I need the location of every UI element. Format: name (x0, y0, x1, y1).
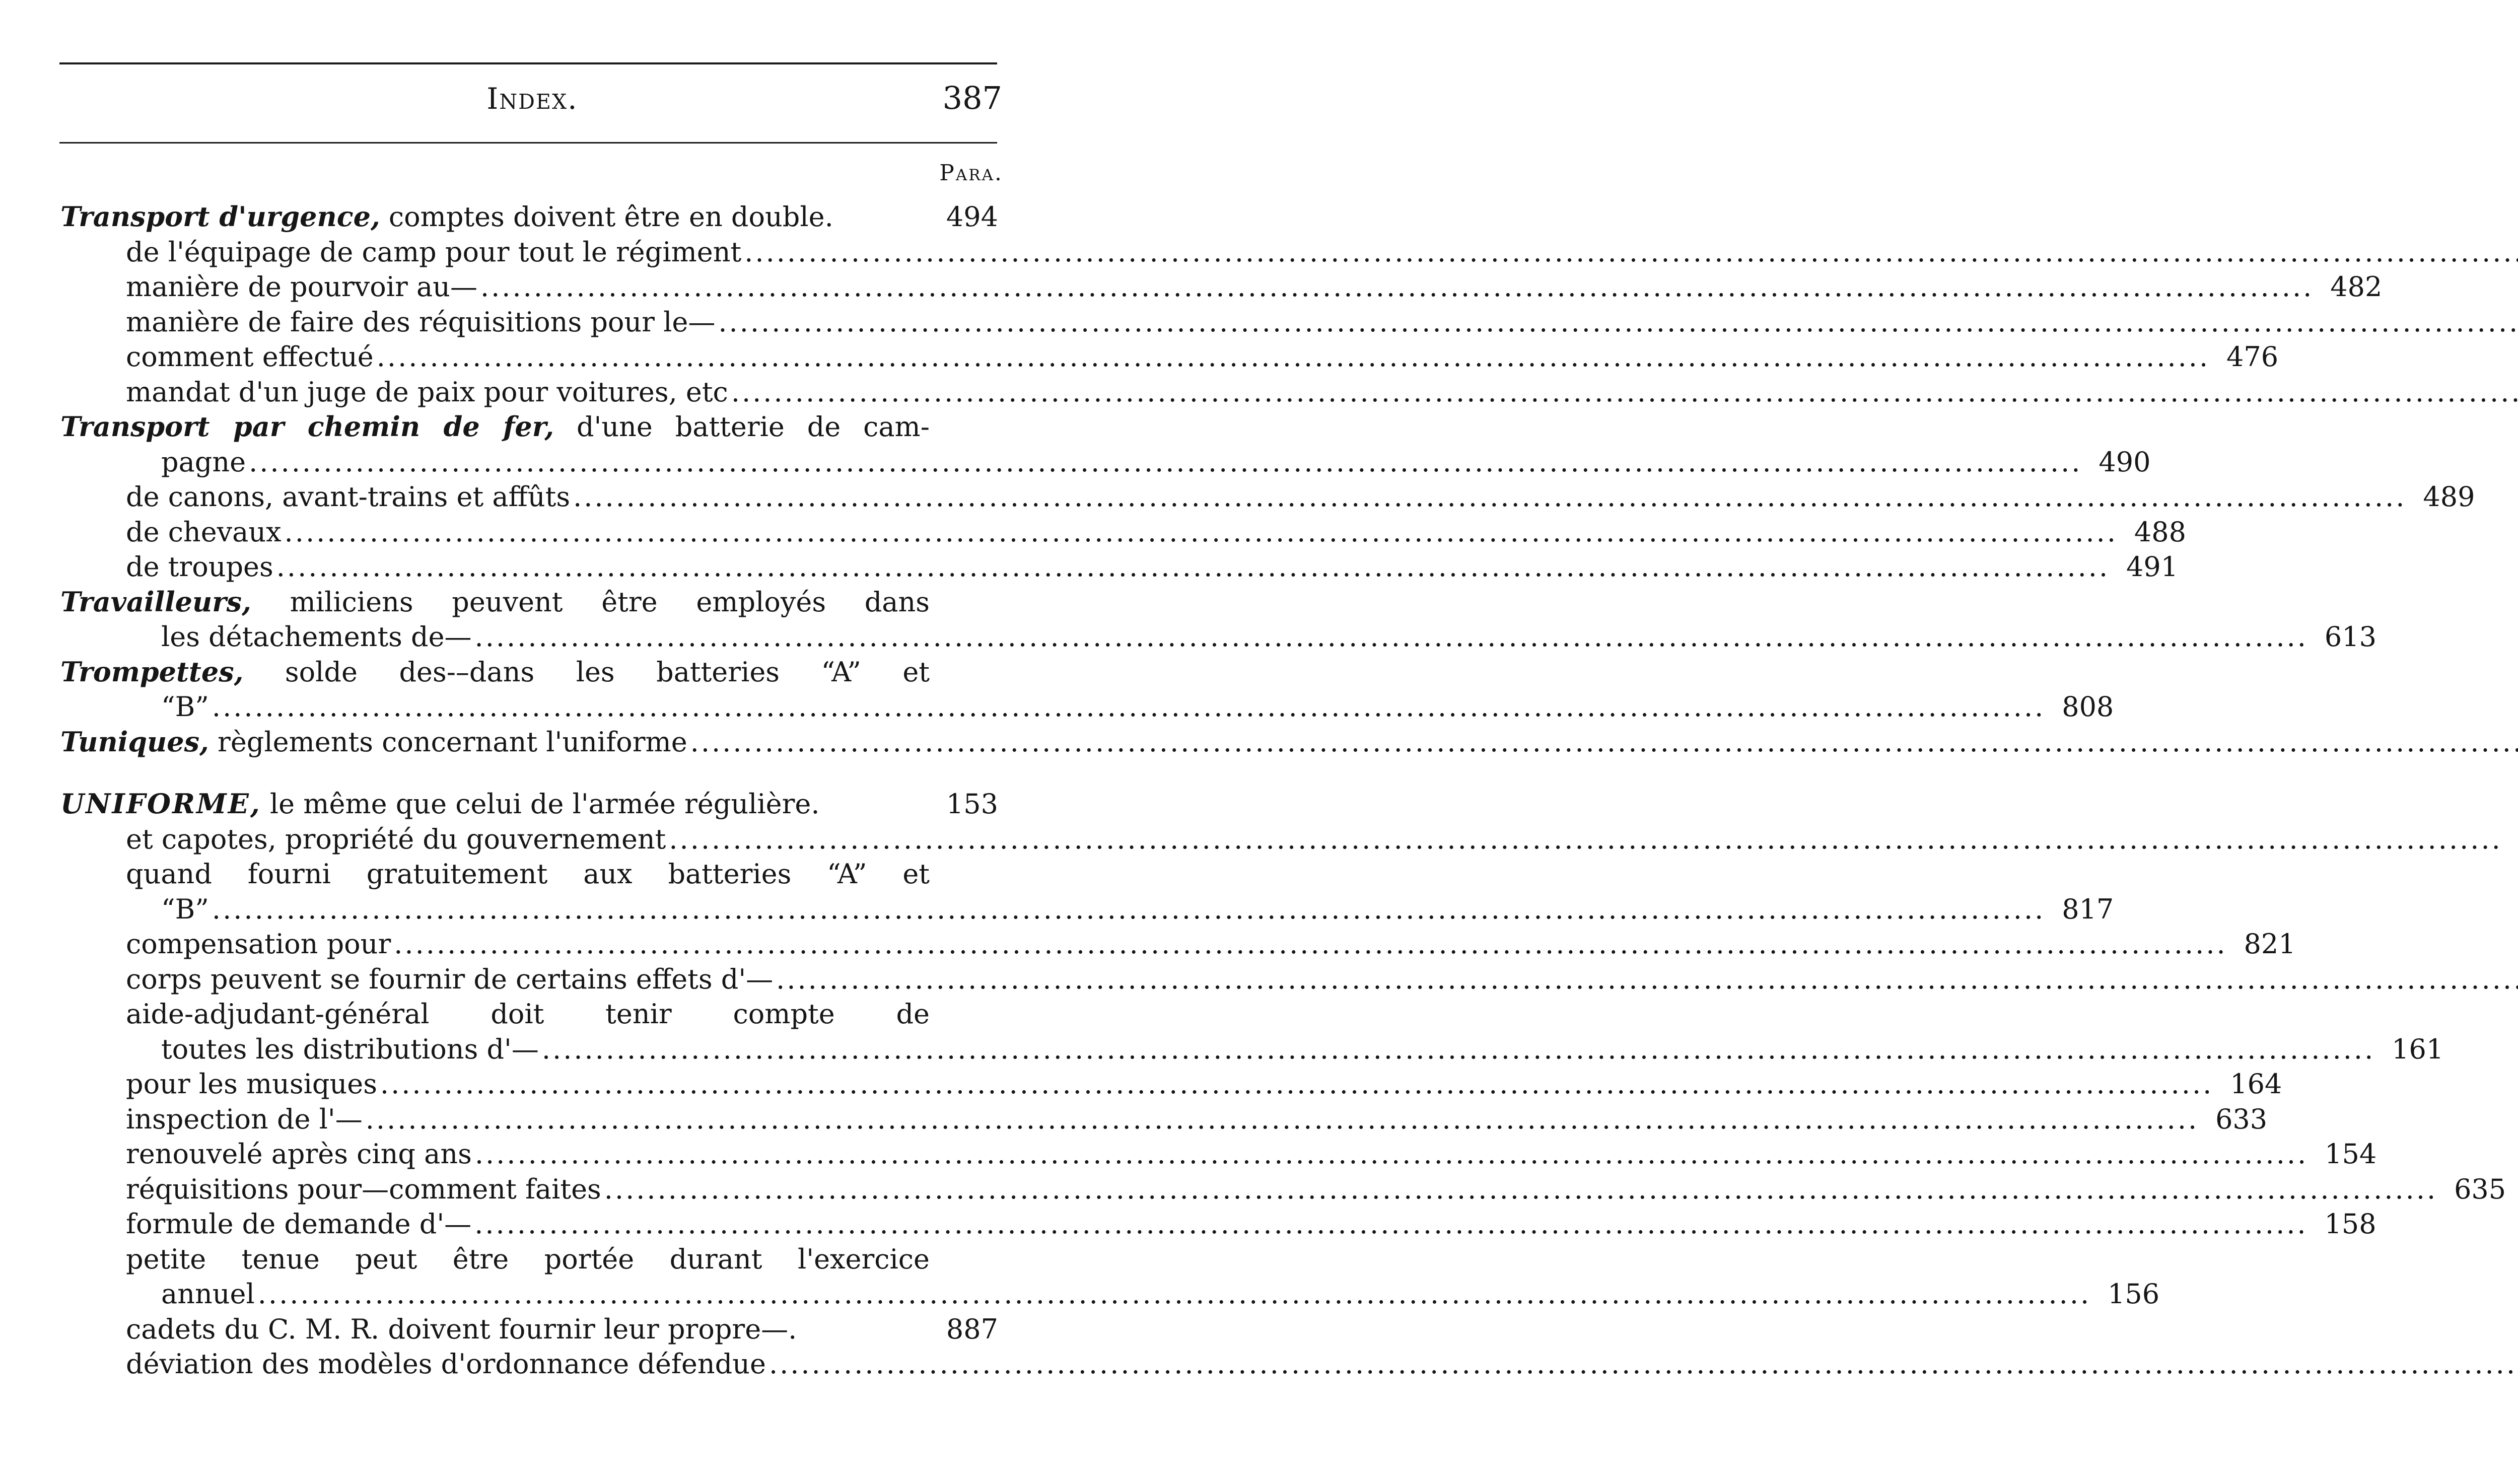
leader-dots (669, 822, 2502, 857)
index-line (60, 1172, 2506, 1207)
leader-dots (475, 619, 2308, 655)
index-line (60, 1347, 998, 1382)
index-entry-body: toutes les distributions d'— (161, 1033, 539, 1065)
index-line (60, 1207, 2376, 1242)
index-entry-body: de troupes (126, 551, 273, 583)
index-entry-body: de l'équipage de camp pour tout le régiment (126, 236, 742, 268)
leader-dots (377, 339, 2210, 375)
index-subentry-text (126, 1067, 377, 1102)
index-entry-head: Trompettes, (60, 655, 244, 688)
index-subentry-text (126, 1207, 471, 1242)
index-entry-body: annuel (161, 1278, 255, 1310)
index-entry-body: comment effectué (126, 341, 374, 373)
index-line (60, 409, 998, 445)
paragraph-reference: 491 (2126, 551, 2179, 583)
paragraph-reference: 613 (2324, 621, 2376, 653)
index-subentry-text (126, 927, 391, 962)
index-subentry-text (126, 339, 374, 375)
index-entry-body: les détachements de— (161, 621, 472, 653)
index-line (60, 1067, 2282, 1102)
index-subentry-text (126, 269, 477, 305)
leader-dots (249, 445, 2082, 480)
index-line (60, 1032, 2444, 1067)
leader-dots (744, 235, 2518, 270)
paragraph-reference: 494 (946, 201, 998, 233)
index-line (60, 1277, 2160, 1312)
leader-dots (542, 1032, 2375, 1067)
index-entry-head: Transport par chemin de fer, (60, 410, 554, 443)
index-entry-body: formule de demande d'— (126, 1208, 472, 1240)
paragraph-reference: 161 (2392, 1033, 2444, 1065)
index-subentry-text (161, 1032, 539, 1067)
index-entry-body: miliciens peuvent être employés dans (251, 586, 930, 618)
leader-dots (475, 1137, 2308, 1172)
index-entry-body: compensation pour (126, 928, 391, 960)
index-line (60, 1102, 2268, 1137)
index-subentry-text (161, 1277, 255, 1312)
index-entry-body: de chevaux (126, 516, 282, 548)
index-line (60, 725, 998, 760)
leader-dots (718, 305, 2518, 340)
index-line (60, 199, 998, 235)
index-entry-body: renouvelé après cinq ans (126, 1138, 472, 1170)
index-entry-body: “B” (161, 893, 209, 925)
paragraph-reference: 153 (946, 788, 998, 820)
index-subentry-text (126, 962, 773, 997)
index-line (60, 927, 2296, 962)
paragraph-reference: 482 (2330, 271, 2383, 303)
index-line (60, 235, 998, 270)
page-number: 387 (942, 80, 1002, 116)
index-entry-body: et capotes, propriété du gouvernement (126, 823, 666, 855)
leader-dots (474, 1207, 2307, 1242)
paragraph-reference: 635 (2454, 1173, 2506, 1205)
index-entry-body: quand fourni gratuitement aux batteries “A” et (126, 858, 930, 890)
index-line (60, 585, 998, 620)
leader-dots (769, 1347, 2518, 1382)
index-line (60, 269, 2383, 305)
paragraph-reference: 154 (2325, 1138, 2377, 1170)
index-line (60, 997, 998, 1032)
index-line (60, 1137, 2377, 1172)
running-title: Index. (486, 82, 578, 116)
leader-dots (573, 479, 2406, 515)
index-entry-body: de canons, avant-trains et affûts (126, 481, 571, 513)
paragraph-reference (2502, 822, 2518, 857)
index-line (60, 1312, 998, 1347)
index-entry-body: règlements concernant l'uniforme (208, 726, 687, 758)
paragraph-reference: 821 (2244, 928, 2296, 960)
leader-dots (690, 725, 2518, 760)
leader-dots (731, 375, 2518, 410)
index-line (60, 857, 998, 892)
index-entry-body: “B” (161, 691, 209, 723)
paragraph-reference: 490 (2099, 446, 2151, 478)
paragraph-reference: 156 (2108, 1278, 2160, 1310)
leader-dots (380, 1067, 2213, 1102)
paragraph-reference: 489 (2423, 481, 2475, 513)
index-subentry-text (126, 1102, 363, 1137)
index-line (60, 1242, 998, 1277)
index-line (60, 445, 2151, 480)
index-subentry-text (161, 445, 246, 480)
index-entry-body: solde des-–dans les batteries “A” et (243, 656, 930, 688)
index-subentry-text (126, 1137, 472, 1172)
index-entry-text (60, 199, 833, 235)
index-entry-body: déviation des modèles d'ordonnance défendue (126, 1348, 766, 1380)
index-line (60, 515, 2186, 550)
leader-dots (276, 549, 2110, 585)
column-heading: Para. (939, 160, 1003, 186)
index-entry-body: comptes doivent être en double. (380, 201, 833, 233)
index-entry-body: corps peuvent se fournir de certains effets d'— (126, 963, 774, 995)
index-entry-body: d'une batterie de cam- (554, 411, 930, 443)
index-line (60, 305, 998, 340)
index-entry-text (60, 585, 930, 620)
index-subentry-text (161, 892, 209, 927)
index-line (60, 375, 998, 410)
index-subentry-text (126, 549, 273, 585)
index-entry-body: cadets du C. M. R. doivent fournir leur propre—. (126, 1313, 797, 1345)
index-entry-body: pour les musiques (126, 1068, 377, 1100)
index-entry-head: Transport d'urgence, (60, 200, 380, 233)
index-subentry-text (126, 235, 741, 270)
index-entry-text (60, 787, 820, 822)
index-entry-body: manière de pourvoir au— (126, 271, 477, 303)
leader-dots (285, 515, 2118, 550)
leader-dots (258, 1277, 2091, 1312)
paragraph-reference: 164 (2230, 1068, 2282, 1100)
index-entry-head: Travailleurs, (60, 585, 251, 618)
index-line (60, 822, 998, 857)
index-subentry-text (126, 375, 728, 410)
index-entry-body: manière de faire des réquisitions pour le— (126, 306, 716, 338)
index-subentry-text (126, 1347, 766, 1382)
leader-dots (212, 689, 2045, 725)
index-subentry-text (161, 619, 472, 655)
index-subentry-text (161, 689, 209, 725)
paragraph-reference: 887 (946, 1313, 998, 1345)
index-subentry-text (126, 305, 715, 340)
index-entry-head: UNIFORME, (60, 788, 261, 820)
index-subentry-text (126, 822, 666, 857)
paragraph-reference: 808 (2062, 691, 2114, 723)
leader-dots (366, 1102, 2199, 1137)
index-subentry-text (126, 1312, 797, 1347)
paragraph-reference: 633 (2215, 1103, 2268, 1135)
index-entry-text (60, 655, 930, 690)
index-subentry-text (126, 479, 570, 515)
index-entry-body: inspection de l'— (126, 1103, 363, 1135)
top-rule (59, 62, 997, 64)
paragraph-reference: 817 (2062, 893, 2114, 925)
index-entry-body: mandat d'un juge de paix pour voitures, etc (126, 376, 728, 408)
paragraph-reference: 476 (2226, 341, 2279, 373)
index-entries (60, 199, 2506, 1382)
header-rule (59, 142, 997, 144)
index-line (60, 619, 2376, 655)
index-line (60, 479, 2475, 515)
index-line (60, 339, 2279, 375)
leader-dots (604, 1172, 2437, 1207)
index-line (60, 787, 998, 822)
index-entry-body: réquisitions pour—comment faites (126, 1173, 601, 1205)
index-subentry-text (126, 515, 282, 550)
index-line (60, 892, 2114, 927)
index-entry-body: petite tenue peut être portée durant l'exercice (126, 1243, 930, 1275)
index-entry-body: aide-adjudant-général doit tenir compte de (126, 998, 930, 1030)
index-entry-text (60, 725, 687, 760)
leader-dots (212, 892, 2045, 927)
index-line (60, 655, 998, 690)
paragraph-reference: 158 (2324, 1208, 2376, 1240)
index-subentry-text (126, 997, 930, 1032)
index-line (60, 962, 998, 997)
leader-dots (776, 962, 2518, 997)
leader-dots (394, 927, 2227, 962)
index-subentry-text (126, 1242, 930, 1277)
leader-dots (480, 269, 2314, 305)
index-entry-body: le même que celui de l'armée régulière. (261, 788, 820, 820)
index-entry-head: Tuniques, (60, 725, 209, 758)
index-entry-body: pagne (161, 446, 246, 478)
index-subentry-text (126, 1172, 601, 1207)
index-subentry-text (126, 857, 930, 892)
paragraph-reference: 488 (2134, 516, 2186, 548)
index-entry-text (60, 409, 930, 445)
index-line (60, 549, 2179, 585)
index-line (60, 689, 2114, 725)
